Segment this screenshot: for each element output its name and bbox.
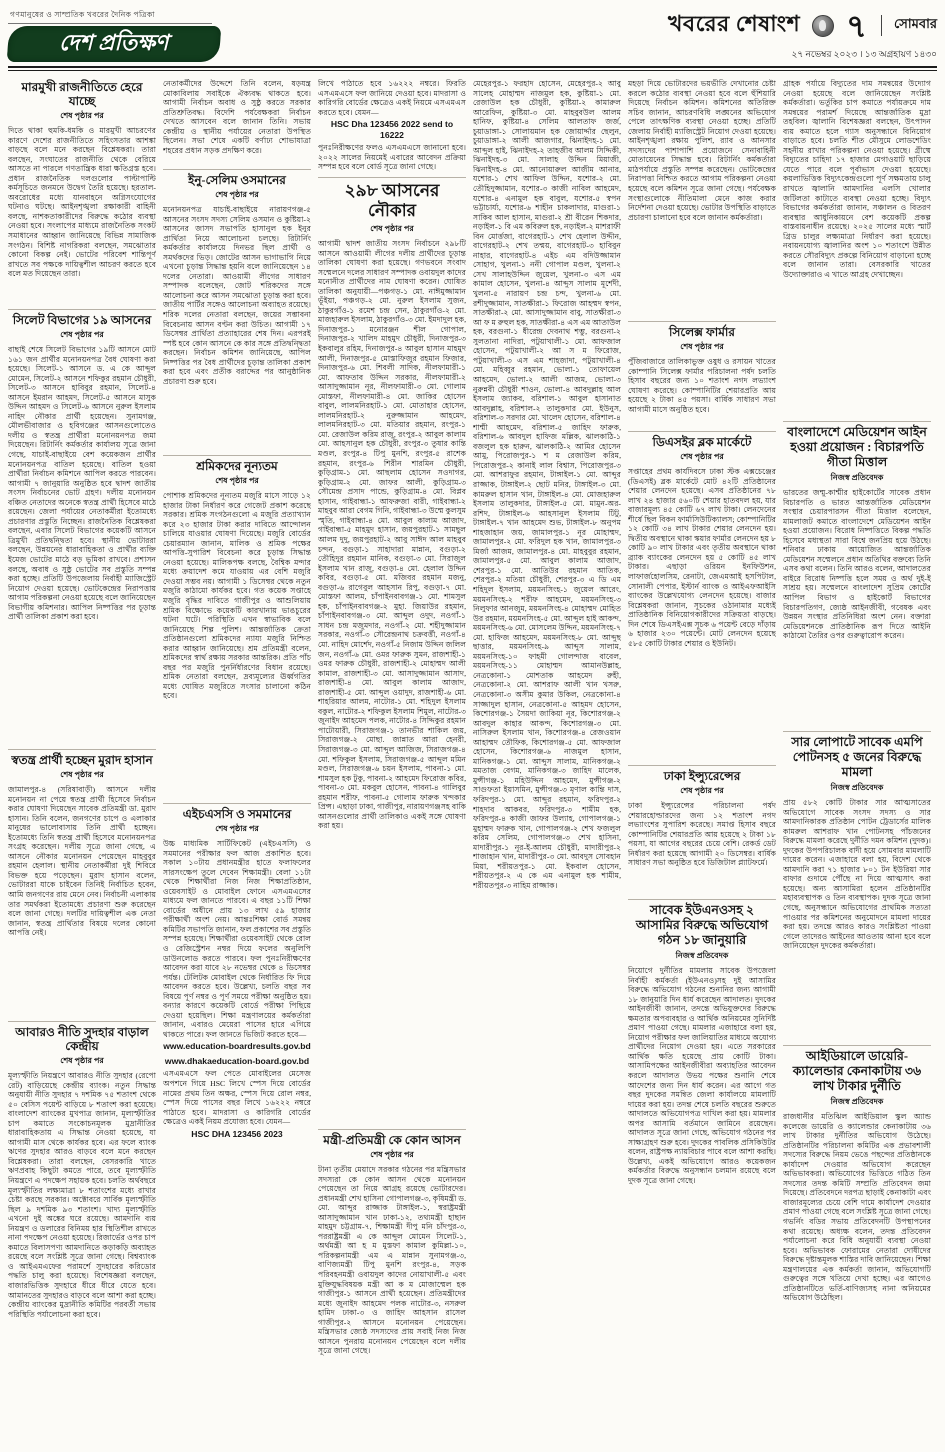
article-body: উচ্চ মাধ্যমিক সার্টিফিকেট (এইচএসসি) ও সমমানের পরীক্ষার ফল আজ প্রকাশিত হবে। সকাল ১০টায় প্রধানমন্ত্রীর হাতে ফলাফলের সারসংক্ষেপ তুলে দেবেন শিক্ষামন্ত্রী। বেলা ১১টা থেকে শিক্ষার্থীরা নিজ নিজ শিক্ষাপ্রতিষ্ঠান, ওয়েবসাইট ও মোবাইল ফোনে এসএমএসের মাধ্যমে ফল জানতে পারবে। এ বছর ১১টি শিক্ষা বোর্ডের অধীনে প্রায় ১৩ লাখ ৫৯ হাজার পরীক্ষার্থী অংশ নেয়। আন্তঃশিক্ষা বোর্ড সমন্বয় কমিটির সভাপতি জানান, ফল প্রকাশের সব প্রস্তুতি সম্পন্ন হয়েছে। শিক্ষার্থীরা ওয়েবসাইট থেকে রোল ও রেজিস্ট্রেশন নম্বর দিয়ে ফলের অনুলিপি ডাউনলোড করতে পারবে। ফল পুনঃনিরীক্ষণের আবেদন করা যাবে ২৮ নভেম্বর থেকে ৪ ডিসেম্বর পর্যন্ত। টেলিটক মোবাইল থেকে নির্ধারিত ফি দিয়ে আবেদন করতে হবে। উল্লেখ্য, চলতি বছর সব বিষয়ে পূর্ণ নম্বর ও পূর্ণ সময়ে পরীক্ষা অনুষ্ঠিত হয়। বন্যার কারণে কয়েকটি বোর্ডে পরীক্ষা পিছিয়ে দেওয়া হয়েছিল। শিক্ষা মন্ত্রণালয়ের কর্মকর্তারা জানান, এবারও মেয়েরা পাসের হারে এগিয়ে থাকতে পারে। ফল জানতে ভিজিট করতে হবে— <box>163 839 311 1039</box>
article-candidate-list-continued <box>473 77 621 1445</box>
continued-from-label: শেষ পৃষ্ঠার পর <box>60 770 104 779</box>
continued-from-label: শেষ পৃষ্ঠার পর <box>215 476 259 485</box>
date-line: ২৭ নভেম্বর ২০২৩ । ১৩ অগ্রহায়ণ ১৪৩০ <box>791 49 937 59</box>
article-sylhet-19-ason <box>8 309 156 749</box>
article-mediation-law <box>783 421 931 731</box>
article-ministers-seats <box>318 1129 466 1445</box>
article-continuation-sms <box>318 77 466 177</box>
article-body: লিখে পাঠাতে হবে ১৬২২২ নম্বরে। ফিরতি এসএমএসে ফল জানিয়ে দেওয়া হবে। মাদরাসা ও কারিগরি বোর্ডের ক্ষেত্রেও একই নিয়মে এসএমএস করতে হবে। যেমন— <box>318 79 466 117</box>
continued-from-label: শেষ পৃষ্ঠার পর <box>680 452 724 461</box>
article-marmukhi-rajniti <box>8 77 156 309</box>
page-number: ৭ <box>846 7 867 44</box>
article-headline: শ্রমিকদের নূন্যতম <box>196 459 278 473</box>
article-fertilizer-case <box>783 731 931 1045</box>
reporter-byline: নিজস্ব প্রতিবেদক <box>830 1097 884 1106</box>
article-body: মূল্যস্ফীতি নিয়ন্ত্রণে আবারও নীতি সুদহার (রেপো রেট) বাড়িয়েছে কেন্দ্রীয় ব্যাংক। নতুন সিদ্ধান্ত অনুযায়ী নীতি সুদহার ৭ দশমিক ৭৫ শতাংশ থেকে ৫০ বেসিস পয়েন্ট বাড়িয়ে ৮ শতাংশ করা হয়েছে। বাংলাদেশ ব্যাংকের মুখপাত্র জানান, মূল্যস্ফীতির চাপ কমাতে সংকোচনমূলক মুদ্রানীতির ধারাবাহিকতায় এ সিদ্ধান্ত নেওয়া হয়েছে, যা আগামী মাস থেকে কার্যকর হবে। এর ফলে ব্যাংক ঋণের সুদহার আরও বাড়বে বলে মনে করছেন বিশ্লেষকরা। তারা বলছেন, বেসরকারি খাতে ঋণপ্রবাহ কিছুটা কমতে পারে, তবে মূল্যস্ফীতি নিয়ন্ত্রণে এ পদক্ষেপ সহায়ক হবে। চলতি অর্থবছরে মূল্যস্ফীতির লক্ষ্যমাত্রা ৮ শতাংশের মধ্যে রাখার চেষ্টা করছে সরকার। অক্টোবরে সার্বিক মূল্যস্ফীতি ছিল ৯ দশমিক ৯৩ শতাংশ। খাদ্য মূল্যস্ফীতি এখনো দুই অঙ্কের ঘরে রয়েছে। আমদানি ব্যয় নিয়ন্ত্রণ ও ডলারের বিনিময় হার স্থিতিশীল রাখতে নানা পদক্ষেপ নেওয়া হয়েছে। রিজার্ভের ওপর চাপ কমাতে বিলাসপণ্য আমদানিতে কড়াকড়ি অব্যাহত রয়েছে বলে সংশ্লিষ্ট সূত্রে জানা গেছে। বিশ্বব্যাংক ও আইএমএফের পরামর্শে সুদহারের করিডোর পদ্ধতি চালু করা হয়েছে। বিশেষজ্ঞরা বলছেন, বাজারভিত্তিক সুদহারে ধীরে ধীরে যেতে হবে। আমানতের সুদহারও বাড়বে বলে আশা করা হচ্ছে। কেন্দ্রীয় ব্যাংকের মুদ্রানীতি কমিটির পরবর্তী সভায় পরিস্থিতি পর্যালোচনা করা হবে। <box>8 1071 156 1319</box>
article-headline: আবারও নীতি সুদহার বাড়াল কেন্দ্রীয় <box>15 1025 149 1053</box>
article-headline: ঢাকা ইন্স্যুরেন্সের <box>663 769 741 783</box>
article-body: গ্রাহক পর্যায়ে বিদ্যুতের দাম সমন্বয়ের উদ্যোগ নেওয়া হয়েছে বলে জানিয়েছেন সংশ্লিষ্ট কর্মকর্তারা। ভর্তুকির চাপ কমাতে পর্যায়ক্রমে দাম সমন্বয়ের পরামর্শ দিয়েছে আন্তর্জাতিক মুদ্রা তহবিল। জ্বালানি বিশেষজ্ঞরা বলছেন, উৎপাদন ব্যয় কমাতে হলে গ্যাস অনুসন্ধানে বিনিয়োগ বাড়াতে হবে। চলতি শীত মৌসুমে লোডশেডিং সহনীয় রাখার পরিকল্পনা নেওয়া হয়েছে। গ্রীষ্মে বিদ্যুতের চাহিদা ১৭ হাজার মেগাওয়াট ছাড়িয়ে যেতে পারে বলে পূর্বাভাস দেওয়া হয়েছে। কয়লাভিত্তিক বিদ্যুৎকেন্দ্রগুলো পূর্ণ সক্ষমতায় চালু রাখতে জ্বালানি আমদানির এলসি খোলার জটিলতা কাটাতে ব্যবস্থা নেওয়া হচ্ছে। বিদ্যুৎ বিভাগের কর্মকর্তারা জানান, সঞ্চালন ও বিতরণ ব্যবস্থার আধুনিকায়নে বেশ কয়েকটি প্রকল্প বাস্তবায়নাধীন রয়েছে। ২০২৫ সালের মধ্যে স্মার্ট গ্রিড চালুর লক্ষ্যমাত্রা নির্ধারণ করা হয়েছে। নবায়নযোগ্য জ্বালানির অংশ ১০ শতাংশে উন্নীত করতে সৌরবিদ্যুৎ প্রকল্পে বিনিয়োগ বাড়ানো হচ্ছে বলে জানান তারা। বেসরকারি খাতের উদ্যোক্তারাও এ খাতে আগ্রহ দেখাচ্ছেন। <box>783 79 931 279</box>
article-body: আগামী দ্বাদশ জাতীয় সংসদ নির্বাচনে ২৯৮টি আসনে আওয়ামী লীগের দলীয় প্রার্থীদের চূড়ান্ত তালিকা ঘোষণা করা হয়েছে। গণভবনে সংবাদ সম্মেলনে দলের সাধারণ সম্পাদক ওবায়দুল কাদের মনোনীত প্রার্থীদের নাম ঘোষণা করেন। ঘোষিত তালিকা অনুযায়ী—পঞ্চগড়-১ মো. নাঈমুজ্জামান ভূঁইয়া, পঞ্চগড়-২ মো. নুরুল ইসলাম সুজন, ঠাকুরগাঁও-১ রমেশ চন্দ্র সেন, ঠাকুরগাঁও-২ মো. মাজহারুল ইসলাম, ঠাকুরগাঁও-৩ মো. ইমদাদুল হক, দিনাজপুর-১ মনোরঞ্জন শীল গোপাল, দিনাজপুর-২ খালিদ মাহমুদ চৌধুরী, দিনাজপুর-৩ ইকবালুর রহিম, দিনাজপুর-৪ আবুল হাসান মাহমুদ আলী, দিনাজপুর-৫ মোস্তাফিজুর রহমান ফিজার, দিনাজপুর-৬ মো. শিবলী সাদিক, নীলফামারী-১ মো. আফতাব উদ্দিন সরকার, নীলফামারী-২ আসাদুজ্জামান নূর, নীলফামারী-৩ মো. গোলাম মোস্তফা, নীলফামারী-৪ মো. জাকির হোসেন বাবুল, লালমনিরহাট-১ মো. মোতাহার হোসেন, লালমনিরহাট-২ নুরুজ্জামান আহমেদ, লালমনিরহাট-৩ মো. মতিয়ার রহমান, রংপুর-১ মো. রেজাউল করিম রাজু, রংপুর-২ আবুল কালাম মো. আহসানুল হক চৌধুরী, রংপুর-৩ তুষার কান্তি মণ্ডল, রংপুর-৪ টিপু মুনশি, রংপুর-৫ রাশেক রহমান, রংপুর-৬ শিরীন শারমিন চৌধুরী, কুড়িগ্রাম-১ মো. আছলাম হোসেন সওদাগর, কুড়িগ্রাম-২ মো. জাফর আলী, কুড়িগ্রাম-৩ সৌমেন্দ্র প্রসাদ পান্ডে, কুড়িগ্রাম-৪ মো. বিপ্লব হাসান, গাইবান্ধা-১ আফরুজা বারী, গাইবান্ধা-২ মাহবুব আরা বেগম গিনি, গাইবান্ধা-৩ উম্মে কুলসুম স্মৃতি, গাইবান্ধা-৪ মো. আবুল কালাম আজাদ, গাইবান্ধা-৫ মাহমুদ হাসান, জয়পুরহাট-১ সামছুল আলম দুদু, জয়পুরহাট-২ আবু সাঈদ আল মাহবুব চন্দন, বগুড়া-১ সাহাদারা মান্নান, বগুড়া-২ তৌহিদুর রহমান মানিক, বগুড়া-৩ মো. সিরাজুল ইসলাম খান রাজু, বগুড়া-৪ মো. হেলাল উদ্দিন কবির, বগুড়া-৫ মো. মজিবর রহমান মজনু, বগুড়া-৬ রাগেবুল আহসান রিপু, বগুড়া-৭ মো. মোস্তফা আলম, চাঁপাইনবাবগঞ্জ-১ মো. শামসুল হক, চাঁপাইনবাবগঞ্জ-২ মুহা. জিয়াউর রহমান, চাঁপাইনবাবগঞ্জ-৩ মো. আব্দুল ওদুদ, নওগাঁ-১ সাধন চন্দ্র মজুমদার, নওগাঁ-২ মো. শহীদুজ্জামান সরকার, নওগাঁ-৩ সৌরেন্দ্রনাথ চক্রবর্ত্তী, নওগাঁ-৪ মো. নাহিদ মোর্শেদ, নওগাঁ-৫ নিজাম উদ্দিন জলিল জন, নওগাঁ-৬ মো. ওমর ফারুক সুমন, রাজশাহী-১ ওমর ফারুক চৌধুরী, রাজশাহী-২ মোহাম্মদ আলী কামাল, রাজশাহী-৩ মো. আসাদুজ্জামান আসাদ, রাজশাহী-৪ মো. আবুল কালাম আজাদ, রাজশাহী-৫ মো. আব্দুল ওয়াদুদ, রাজশাহী-৬ মো. শাহরিয়ার আলম, নাটোর-১ মো. শহিদুল ইসলাম বকুল, নাটোর-২ শফিকুল ইসলাম শিমুল, নাটোর-৩ জুনাইদ আহমেদ পলক, নাটোর-৪ সিদ্দিকুর রহমান পাটোয়ারী, সিরাজগঞ্জ-১ তানভীর শাকিল জয়, সিরাজগঞ্জ-২ মোছা. জান্নাত আরা হেনরী, সিরাজগঞ্জ-৩ মো. আব্দুল আজিজ, সিরাজগঞ্জ-৪ মো. শফিকুল ইসলাম, সিরাজগঞ্জ-৫ আব্দুল মমিন মণ্ডল, সিরাজগঞ্জ-৬ চয়ন ইসলাম, পাবনা-১ মো. শামসুল হক টুকু, পাবনা-২ আহমেদ ফিরোজ কবির, পাবনা-৩ মো. মকবুল হোসেন, পাবনা-৪ গালিবুর রহমান শরীফ, পাবনা-৫ গোলাম ফারুক খন্দকার প্রিন্স। এছাড়া ঢাকা, গাজীপুর, নারায়ণগঞ্জসহ বাকি আসনগুলোর প্রার্থী তালিকাও একই সঙ্গে ঘোষণা করা হয়। <box>318 239 466 831</box>
article-body: জামালপুর-৪ (সরিষাবাড়ী) আসনে দলীয় মনোনয়ন না পেয়ে স্বতন্ত্র প্রার্থী হিসেবে নির্বাচন করার ঘোষণা দিয়েছেন সাবেক প্রতিমন্ত্রী ডা. মুরাদ হাসান। তিনি বলেন, জনগণের চাপে ও এলাকার মানুষের ভালোবাসায় তিনি প্রার্থী হচ্ছেন। ইতোমধ্যে তিনি স্বতন্ত্র প্রার্থী হিসেবে মনোনয়নপত্র সংগ্রহ করেছেন। দলীয় সূত্রে জানা গেছে, এ আসনে নৌকার মনোনয়ন পেয়েছেন মাহবুবুর রহমান হেলাল। স্থানীয় নেতাকর্মীরা দুই শিবিরে বিভক্ত হয়ে পড়েছেন। মুরাদ হাসান বলেন, ভোটাররা যাকে চাইবেন তিনিই নির্বাচিত হবেন, আমি জনগণের রায় মেনে নেব। নির্বাচনী এলাকায় তার সমর্থকরা ইতোমধ্যে প্রচারণা শুরু করেছেন বলে জানা গেছে। দলটির দায়িত্বশীল এক নেতা জানান, স্বতন্ত্র প্রার্থিতার বিষয়ে দলের কোনো আপত্তি নেই। <box>8 785 156 938</box>
paper-logo <box>7 26 222 62</box>
continued-from-label: শেষ পৃষ্ঠার পর <box>60 111 104 120</box>
article-298-ason-nouka <box>318 177 466 1129</box>
article-headline: মারমুখী রাজনীতিতে হেরে যাচ্ছে <box>21 80 143 108</box>
article-murad-hasan <box>8 749 156 1021</box>
continued-from-label: শেষ পৃষ্ঠার পর <box>60 1056 104 1065</box>
header-rule <box>8 66 937 71</box>
continued-from-label: শেষ পৃষ্ঠার পর <box>680 786 724 795</box>
article-headline: সিলেক্স ফার্মার <box>669 325 735 339</box>
article-policy-rate <box>8 1021 156 1445</box>
masthead-left <box>8 10 220 62</box>
article-body: দিতে থাকা হুমকি-ধমকি ও মারমুখী আচরণের কারণে দেশের রাজনীতিতে সহিংসতার আশঙ্কা বাড়ছে বলে মনে করছেন বিশ্লেষকরা। তারা বলছেন, সংঘাতের রাজনীতি থেকে বেরিয়ে আসতে না পারলে গণতান্ত্রিক ধারা ক্ষতিগ্রস্ত হবে। প্রধান রাজনৈতিক দলগুলোর পাল্টাপাল্টি কর্মসূচিতে জনমনে উদ্বেগ তৈরি হয়েছে। হরতাল-অবরোধের মধ্যে যানবাহনে অগ্নিসংযোগের ঘটনাও ঘটছে। আইনশৃঙ্খলা রক্ষাকারী বাহিনী বলছে, নাশকতাকারীদের বিরুদ্ধে কঠোর ব্যবস্থা নেওয়া হবে। সংলাপের মাধ্যমে রাজনৈতিক সংকট সমাধানের আহ্বান জানিয়েছে বিভিন্ন সামাজিক সংগঠন। বিশিষ্ট নাগরিকরা বলছেন, সমঝোতার কোনো বিকল্প নেই। ভোটের পরিবেশ শান্তিপূর্ণ রাখতে সব পক্ষকে দায়িত্বশীল আচরণ করতে হবে বলে মত দিয়েছেন তারা। <box>8 126 156 279</box>
paper-logo-text: দেশ প্রতিক্ষণ <box>59 29 169 55</box>
continued-from-label: শেষ পৃষ্ঠার পর <box>60 330 104 339</box>
article-headline: এইচএসসি ও সমমানের <box>182 807 292 821</box>
masthead-right <box>668 7 937 62</box>
sms-format-code: HSC Dha 123456 2022 send to 16222 <box>330 119 454 141</box>
article-ideal-school-corruption <box>783 1045 931 1445</box>
weekday-label: সোমবার <box>881 15 937 36</box>
continued-from-label: শেষ পৃষ্ঠার পর <box>215 190 259 199</box>
article-continuation-power <box>783 77 931 421</box>
column-2 <box>163 77 311 1445</box>
article-headline: ডিএসইর ব্লক মার্কেটে <box>652 435 752 449</box>
article-headline: ২৯৮ আসনের নৌকার <box>344 181 440 220</box>
continued-from-label: শেষ পৃষ্ঠার পর <box>370 1150 414 1159</box>
article-headline: সিলেট বিভাগের ১৯ আসনের <box>12 313 152 327</box>
article-body: টানা তৃতীয় মেয়াদে সরকার গঠনের পর মন্ত্রিসভার সদস্যরা কে কোন আসন থেকে মনোনয়ন পেয়েছেন তা নিয়ে আগ্রহ রয়েছে ভোটারদের। প্রধানমন্ত্রী শেখ হাসিনা গোপালগঞ্জ-৩, কৃষিমন্ত্রী ড. মো. আব্দুর রাজ্জাক টাঙ্গাইল-১, স্বরাষ্ট্রমন্ত্রী আসাদুজ্জামান খান ঢাকা-১২, তথ্যমন্ত্রী হাছান মাহমুদ চট্টগ্রাম-৭, শিক্ষামন্ত্রী দীপু মনি চাঁদপুর-৩, পররাষ্ট্রমন্ত্রী এ কে আব্দুল মোমেন সিলেট-১, অর্থমন্ত্রী আ হ ম মুস্তফা কামাল কুমিল্লা-১০, পরিকল্পনামন্ত্রী এম এ মান্নান সুনামগঞ্জ-৩, বাণিজ্যমন্ত্রী টিপু মুনশি রংপুর-৪, সড়ক পরিবহনমন্ত্রী ওবায়দুল কাদের নোয়াখালী-৫ এবং মুক্তিযুদ্ধবিষয়ক মন্ত্রী আ ক ম মোজাম্মেল হক গাজীপুর-১ আসনে প্রার্থী হয়েছেন। প্রতিমন্ত্রীদের মধ্যে জুনাইদ আহমেদ পলক নাটোর-৩, নসরুল হামিদ ঢাকা-৩ ও জাহিদ আহসান রাসেল গাজীপুর-২ আসনে মনোনয়ন পেয়েছেন। মন্ত্রিসভার জ্যেষ্ঠ সদস্যদের প্রায় সবাই নিজ নিজ আসনে পুনরায় মনোনয়ন পেয়েছেন বলে দলীয় সূত্রে জানা গেছে। <box>318 1165 466 1356</box>
article-headline: বাংলাদেশে মেডিয়েশন আইন হওয়া প্রয়োজন : বিচারপতি গীতা মিত্তাল <box>787 425 927 469</box>
article-headline: মন্ত্রী-প্রতিমন্ত্রী কে কোন আসন <box>323 1133 461 1147</box>
article-body: রাজধানীর মতিঝিল আইডিয়াল স্কুল অ্যান্ড কলেজে ডায়েরি ও ক্যালেন্ডার কেনাকাটায় ৩৬ লাখ টাকার দুর্নীতির অভিযোগ উঠেছে। প্রতিষ্ঠানটির পরিচালনা কমিটির এক প্রভাবশালী সদস্যের বিরুদ্ধে নিয়ম ভেঙে পছন্দের প্রতিষ্ঠানকে কার্যাদেশ দেওয়ার অভিযোগ করেছেন অভিভাবকরা। অভিযোগের ভিত্তিতে গঠিত তিন সদস্যের তদন্ত কমিটি সম্প্রতি প্রতিবেদন জমা দিয়েছে। প্রতিবেদনে দরপত্র ছাড়াই কেনাকাটা এবং বাজারমূল্যের চেয়ে বেশি দামে কার্যাদেশ দেওয়ার প্রমাণ পাওয়া গেছে বলে সংশ্লিষ্ট সূত্রে জানা গেছে। গভর্নিং বডির সভায় প্রতিবেদনটি উপস্থাপনের কথা রয়েছে। অধ্যক্ষ বলেন, তদন্ত প্রতিবেদন পর্যালোচনা করে বিধি অনুযায়ী ব্যবস্থা নেওয়া হবে। অভিভাবক ফোরামের নেতারা দোষীদের বিরুদ্ধে দৃষ্টান্তমূলক শাস্তির দাবি জানিয়েছেন। শিক্ষা মন্ত্রণালয়ের এক কর্মকর্তা জানান, অভিযোগটি গুরুত্বের সঙ্গে খতিয়ে দেখা হচ্ছে। এর আগেও প্রতিষ্ঠানটিতে ভর্তি-বাণিজ্যসহ নানা অনিয়মের অভিযোগ উঠেছিল। <box>783 1112 931 1303</box>
continued-from-label: শেষ পৃষ্ঠার পর <box>370 224 414 233</box>
article-body-continued: পুনঃনিরীক্ষণের ফলও এসএমএসে জানানো হবে। ২০২২ সালের নিয়মেই এবারের আবেদন প্রক্রিয়া সম্পন্ন হবে বলে বোর্ড সূত্রে জানা গেছে। <box>318 143 466 172</box>
article-body: ভারতের জম্মু-কাশ্মীর হাইকোর্টের সাবেক প্রধান বিচারপতি ও ভারত আন্তর্জাতিক মেডিয়েশন সংস্থার চেয়ারপারসন গীতা মিত্তাল বলেছেন, মামলাজট কমাতে বাংলাদেশে মেডিয়েশন আইন হওয়া প্রয়োজন। বিরোধ নিষ্পত্তিতে বিকল্প পদ্ধতি হিসেবে মধ্যস্থতা সারা বিশ্বে জনপ্রিয় হয়ে উঠছে। শনিবার ঢাকায় আয়োজিত আন্তর্জাতিক মেডিয়েশন সম্মেলনে প্রধান অতিথির বক্তব্যে তিনি এসব কথা বলেন। তিনি আরও বলেন, আদালতের বাইরে বিরোধ নিষ্পত্তি হলে সময় ও অর্থ দুই-ই সাশ্রয় হয়। সম্মেলনে বাংলাদেশ সুপ্রিম কোর্টের আপিল বিভাগ ও হাইকোর্ট বিভাগের বিচারপতিগণ, জ্যেষ্ঠ আইনজীবী, গবেষক এবং উন্নয়ন সংস্থার প্রতিনিধিরা অংশ নেন। বক্তারা মেডিয়েশনকে প্রাতিষ্ঠানিক রূপ দিতে আইনি কাঠামো তৈরির ওপর গুরুত্বারোপ করেন। <box>783 488 931 641</box>
article-body-continued: এসএমএসে ফল পেতে মোবাইলের মেসেজ অপশনে গিয়ে HSC লিখে স্পেস দিয়ে বোর্ডের নামের প্রথম তিন অক্ষর, স্পেস দিয়ে রোল নম্বর, স্পেস দিয়ে পাসের বছর লিখে ১৬২২২ নম্বরে পাঠাতে হবে। মাদরাসা ও কারিগরি বোর্ডের ক্ষেত্রেও একই নিয়ম প্রযোজ্য হবে। যেমন— <box>163 1069 311 1127</box>
sms-format-code: HSC DHA 123456 2023 <box>191 1128 283 1139</box>
article-body: মহড়া দিয়ে ভোটারদের ভয়ভীতি দেখানোর চেষ্টা করলে কঠোর ব্যবস্থা নেওয়া হবে বলে হুঁশিয়ারি দিয়েছে নির্বাচন কমিশন। কমিশনের অতিরিক্ত সচিব জানান, আচরণবিধি লঙ্ঘনের অভিযোগ পেলে তাৎক্ষণিক ব্যবস্থা নেওয়া হচ্ছে। প্রতিটি জেলায় নির্বাহী ম্যাজিস্ট্রেট নিয়োগ দেওয়া হয়েছে। আইনশৃঙ্খলা রক্ষায় পুলিশ, র‌্যাব ও আনসার সদস্যদের পাশাপাশি প্রয়োজনে সেনাবাহিনী মোতায়েনের সিদ্ধান্ত হবে। রিটার্নিং কর্মকর্তারা মাঠপর্যায়ে প্রস্তুতি সম্পন্ন করেছেন। ভোটকেন্দ্রের নিরাপত্তা নিশ্চিত করতে আগাম পরিকল্পনা নেওয়া হয়েছে বলে কমিশন সূত্রে জানা গেছে। পর্যবেক্ষক সংস্থাগুলোকে নীতিমালা মেনে কাজ করার নির্দেশনা দেওয়া হয়েছে। ভোটার উপস্থিতি বাড়াতে প্রচারণা চালানো হবে বলে জানান কর্মকর্তারা। <box>628 79 776 222</box>
article-headline: স্বতন্ত্র প্রার্থী হচ্ছেন মুরাদ হাসান <box>11 753 153 767</box>
article-body: বাছাই শেষে সিলেট বিভাগের ১৯টি আসনে মোট ১৬১ জন প্রার্থীর মনোনয়নপত্র বৈধ ঘোষণা করা হয়েছে। সিলেট-১ আসনে ড. এ কে আব্দুল মোমেন, সিলেট-২ আসনে শফিকুর রহমান চৌধুরী, সিলেট-৩ আসনে হাবিবুর রহমান, সিলেট-৪ আসনে ইমরান আহমদ, সিলেট-৫ আসনে মাসুক উদ্দিন আহমদ ও সিলেট-৬ আসনে নুরুল ইসলাম নাহিদ নৌকার প্রার্থী হয়েছেন। সুনামগঞ্জ, মৌলভীবাজার ও হবিগঞ্জের আসনগুলোতেও দলীয় ও স্বতন্ত্র প্রার্থীরা মনোনয়নপত্র জমা দিয়েছেন। রিটার্নিং কর্মকর্তার কার্যালয় সূত্রে জানা গেছে, যাচাই-বাছাইয়ে বেশ কয়েকজন প্রার্থীর মনোনয়নপত্র বাতিল হয়েছে। বাতিল হওয়া প্রার্থীরা নির্বাচন কমিশনে আপিল করতে পারবেন। আগামী ৭ জানুয়ারি অনুষ্ঠিত হবে দ্বাদশ জাতীয় সংসদ নির্বাচনের ভোট গ্রহণ। দলীয় মনোনয়ন বঞ্চিত নেতাদের অনেকে স্বতন্ত্র প্রার্থী হিসেবে মাঠে রয়েছেন। জেলা পর্যায়ের নেতাকর্মীরা ইতোমধ্যে প্রচারণার প্রস্তুতি নিচ্ছেন। রাজনৈতিক বিশ্লেষকরা বলছেন, এবার সিলেট বিভাগের কয়েকটি আসনে ত্রিমুখী প্রতিদ্বন্দ্বিতা হবে। স্থানীয় ভোটাররা বলছেন, উন্নয়নের ধারাবাহিকতা ও প্রার্থীর ব্যক্তি ইমেজ ভোটের মাঠে বড় ভূমিকা রাখবে। প্রশাসন বলছে, অবাধ ও সুষ্ঠু ভোটের সব প্রস্তুতি সম্পন্ন করা হচ্ছে। প্রতিটি উপজেলায় নির্বাহী ম্যাজিস্ট্রেট নিয়োগ দেওয়া হয়েছে। ভোটকেন্দ্রের নিরাপত্তায় আগাম পরিকল্পনা নেওয়া হয়েছে বলে জানিয়েছেন বিভাগীয় কমিশনার। আপিল নিষ্পত্তির পর চূড়ান্ত প্রার্থী তালিকা প্রকাশ করা হবে। <box>8 345 156 622</box>
section-title: খবরের শেষাংশ <box>667 11 801 36</box>
article-headline: সার লোপাটে সাবেক এমপি পোটনসহ ৫ জনের বিরুদ্ধে মামলা <box>791 735 923 779</box>
column-6 <box>783 77 931 1445</box>
reporter-byline: নিজস্ব প্রতিবেদক <box>675 951 729 960</box>
board-website-url: www.dhakaeducation-board.gov.bd <box>164 1056 310 1067</box>
article-headline: সাবেক ইউএনওসহ ২ আসামির বিরুদ্ধে অভিযোগ গঠন ১৮ জানুয়ারি <box>635 903 769 947</box>
article-minimum-wage <box>163 455 311 803</box>
column-1 <box>8 77 156 1445</box>
newspaper-emblem-icon <box>812 15 834 37</box>
article-dhaka-insurance <box>628 765 776 899</box>
article-body: সপ্তাহের প্রথম কার্যদিবসে ঢাকা স্টক এক্সচেঞ্জের (ডিএসই) ব্লক মার্কেটে মোট ৪২টি প্রতিষ্ঠানের শেয়ার লেনদেন হয়েছে। এসব প্রতিষ্ঠানের ৭৮ লাখ ২৪ হাজার ৫৬০টি শেয়ার হাতবদল হয়, যার বাজারমূল্য ৪৫ কোটি ৬৭ লাখ টাকা। লেনদেনের শীর্ষে ছিল বিকন ফার্মাসিউটিক্যালস; কোম্পানিটির ১২ কোটি ৩৪ লাখ টাকার শেয়ার লেনদেন হয়। দ্বিতীয় অবস্থানে থাকা স্কয়ার ফার্মার লেনদেন হয় ৮ কোটি ৯০ লাখ টাকার এবং তৃতীয় অবস্থানে থাকা ব্র্যাক ব্যাংকের লেনদেন হয় ৫ কোটি ৪৫ লাখ টাকার। এছাড়া ওরিয়ন ইনফিউশন, লাফার্জহোলসিম, রেনাটা, জেএমআই হসপিটাল, সোনালী পেপার, ইস্টার্ন ব্যাংক ও আইএফআইসি ব্যাংকের উল্লেখযোগ্য লেনদেন হয়েছে। বাজার বিশ্লেষকরা জানান, সূচকের ওঠানামার মধ্যেই প্রাতিষ্ঠানিক বিনিয়োগকারীদের সক্রিয়তা বাড়ছে। দিন শেষে ডিএসইএক্স সূচক ৬ পয়েন্ট বেড়ে দাঁড়ায় ৬ হাজার ২৩০ পয়েন্টে। মোট লেনদেন হয়েছে ৫৮৫ কোটি টাকার শেয়ার ও ইউনিট। <box>628 467 776 648</box>
article-hsc-results <box>163 803 311 1445</box>
article-headline: আইডিয়ালে ডায়েরি-ক্যালেন্ডার কেনাকাটায় ৩৬ লাখ টাকার দুর্নীতি <box>792 1049 922 1093</box>
article-continuation <box>163 77 311 169</box>
article-body: পোশাক শ্রমিকদের নূন্যতম মজুরি মাসে সাড়ে ১২ হাজার টাকা নির্ধারণ করে গেজেট প্রকাশ করেছে সরকার। শ্রমিক সংগঠনগুলো এ মজুরি প্রত্যাখ্যান করে ২৩ হাজার টাকা করার দাবিতে আন্দোলন চালিয়ে যাওয়ার ঘোষণা দিয়েছে। মজুরি বোর্ডের চেয়ারম্যান জানান, মালিক ও শ্রমিক পক্ষের আপত্তি-সুপারিশ বিবেচনা করে চূড়ান্ত সিদ্ধান্ত নেওয়া হয়েছে। মালিকপক্ষ বলছে, বৈশ্বিক মন্দার মধ্যে ক্রয়াদেশ কমে যাওয়ায় এর বেশি মজুরি দেওয়া সম্ভব নয়। আগামী ১ ডিসেম্বর থেকে নতুন মজুরি কাঠামো কার্যকর হবে। গত কয়েক সপ্তাহে মজুরি বৃদ্ধির দাবিতে গাজীপুর ও আশুলিয়ায় শ্রমিক বিক্ষোভে কয়েকটি কারখানায় ভাঙচুরের ঘটনা ঘটে। পরিস্থিতি এখন স্বাভাবিক বলে জানিয়েছে শিল্প পুলিশ। আন্তর্জাতিক ক্রেতা প্রতিষ্ঠানগুলো শ্রমিকদের ন্যায্য মজুরি নিশ্চিত করার আহ্বান জানিয়েছে। শ্রম প্রতিমন্ত্রী বলেন, শ্রমিকদের স্বার্থ রক্ষায় সরকার আন্তরিক। প্রতি পাঁচ বছর পর মজুরি পুনর্নির্ধারণের বিধান রয়েছে। শ্রমিক নেতারা বলছেন, দ্রব্যমূল্যের ঊর্ধ্বগতির মধ্যে ঘোষিত মজুরিতে সংসার চালানো কঠিন হবে। <box>163 491 311 701</box>
result-website-url: www.education-boardresults.gov.bd <box>163 1041 311 1052</box>
article-silex-pharma <box>628 321 776 431</box>
article-body: প্রায় ৫৮২ কোটি টাকার সার আত্মসাতের অভিযোগে সাবেক সংসদ সদস্য ও সার আমদানিকারক প্রতিষ্ঠান পোটন ট্রেডার্সের মালিক কামরুল আশরাফ খান পোটনসহ পাঁচজনের বিরুদ্ধে মামলা করেছে দুর্নীতি দমন কমিশন (দুদক)। দুদকের উপপরিচালক বাদী হয়ে সোমবার মামলাটি দায়ের করেন। এজাহারে বলা হয়, বিদেশ থেকে আমদানি করা ৭১ হাজার ৮০১ টন ইউরিয়া সার বাফার গুদামে পৌঁছে না দিয়ে আত্মসাৎ করা হয়েছে। অন্য আসামিরা হলেন প্রতিষ্ঠানটির মহাব্যবস্থাপক ও তিন ব্যবস্থাপক। দুদক সূত্রে জানা গেছে, অনুসন্ধানে অভিযোগের প্রাথমিক সত্যতা পাওয়ার পর কমিশনের অনুমোদনে মামলা দায়ের করা হয়। তদন্তে আরও কারও সংশ্লিষ্টতা পাওয়া গেলে তাদেরও আইনের আওতায় আনা হবে বলে জানিয়েছেন দুদকের কর্মকর্তারা। <box>783 798 931 951</box>
continued-from-label: শেষ পৃষ্ঠার পর <box>680 342 724 351</box>
article-body: ঢাকা ইন্স্যুরেন্সের পরিচালনা পর্ষদ শেয়ারহোল্ডারদের জন্য ১২ শতাংশ নগদ লভ্যাংশের সুপারিশ করেছে। সমাপ্ত হিসাব বছরে কোম্পানিটির শেয়ারপ্রতি আয় হয়েছে ২ টাকা ১৮ পয়সা, যা আগের বছরের চেয়ে বেশি। রেকর্ড ডেট নির্ধারণ করা হয়েছে আগামী ২০ ডিসেম্বর। বার্ষিক সাধারণ সভা অনুষ্ঠিত হবে ডিজিটাল প্ল্যাটফর্মে। <box>628 801 776 868</box>
article-body: নিয়োগে দুর্নীতির মামলায় সাবেক উপজেলা নির্বাহী কর্মকর্তা (ইউএনও)সহ দুই আসামির বিরুদ্ধে অভিযোগ গঠনের শুনানির জন্য আগামী ১৮ জানুয়ারি দিন ধার্য করেছেন আদালত। দুদকের আইনজীবী জানান, তদন্তে অভিযুক্তদের বিরুদ্ধে ক্ষমতার অপব্যবহার ও আর্থিক অনিয়মের সুনির্দিষ্ট প্রমাণ পাওয়া গেছে। মামলার এজাহারে বলা হয়, নিয়োগ পরীক্ষার ফল জালিয়াতির মাধ্যমে অযোগ্য প্রার্থীদের নিয়োগ দেওয়া হয়। এতে সরকারের আর্থিক ক্ষতি হয়েছে প্রায় কোটি টাকা। আসামিপক্ষের আইনজীবীরা অব্যাহতির আবেদন করলে আদালত উভয় পক্ষের শুনানি শেষে আদেশের জন্য দিন ধার্য করেন। এর আগে গত বছর দুদকের সমন্বিত জেলা কার্যালয়ে মামলাটি দায়ের করা হয়। তদন্ত শেষে চলতি বছরের শুরুতে আদালতে অভিযোগপত্র দাখিল করা হয়। মামলার অপর আসামি বর্তমানে জামিনে রয়েছেন। আদালত সূত্রে জানা গেছে, অভিযোগ গঠনের পর সাক্ষ্যগ্রহণ শুরু হবে। দুদকের পাবলিক প্রসিকিউটর বলেন, রাষ্ট্রপক্ষ ন্যায়বিচার পাবে বলে আশা করছি। উল্লেখ্য, একই অভিযোগে আরও কয়েকজন কর্মকর্তার বিরুদ্ধে অনুসন্ধান চলমান রয়েছে বলে দুদক সূত্রে জানা গেছে। <box>628 966 776 1186</box>
paper-tagline: গণমানুষের ও সাম্প্রতিক খবরের দৈনিক পত্রিকা <box>8 10 212 24</box>
masthead-row <box>668 7 937 44</box>
column-3 <box>318 77 466 1445</box>
article-body: মনোনয়নপত্র যাচাই-বাছাইয়ে নারায়ণগঞ্জ-৫ আসনের সংসদ সদস্য সেলিম ওসমান ও কুষ্টিয়া-২ আসনের জাসদ সভাপতি হাসানুল হক ইনুর প্রার্থিতা নিয়ে আলোচনা চলছে। রিটার্নিং কর্মকর্তার কার্যালয়ে দিনভর ছিল প্রার্থী ও সমর্থকদের ভিড়। জোটের আসন ভাগাভাগি নিয়ে এখনো চূড়ান্ত সিদ্ধান্ত হয়নি বলে জানিয়েছেন ১৪ দলের নেতারা। আওয়ামী লীগের সাধারণ সম্পাদক বলেছেন, জোট শরিকদের সঙ্গে আলোচনা করে আসন সমঝোতা চূড়ান্ত করা হবে। জাতীয় পার্টির সঙ্গেও আলোচনা অব্যাহত রয়েছে। শরিক দলের নেতারা বলছেন, জয়ের সম্ভাবনা বিবেচনায় আসন বণ্টন করা উচিত। আগামী ১৭ ডিসেম্বর প্রার্থিতা প্রত্যাহারের শেষ দিন। এরপরই স্পষ্ট হবে কোন আসনে কে কার সঙ্গে প্রতিদ্বন্দ্বিতা করছেন। নির্বাচন কমিশন জানিয়েছে, আপিল নিষ্পত্তির পর বৈধ প্রার্থীদের চূড়ান্ত তালিকা প্রকাশ করা হবে এবং প্রতীক বরাদ্দের পর আনুষ্ঠানিক প্রচারণা শুরু হবে। <box>163 205 311 386</box>
column-5 <box>628 77 776 1445</box>
article-continuation-ec <box>628 77 776 321</box>
article-uno-charge-framing <box>628 899 776 1445</box>
article-body: মেহেরপুর-১ ফরহাদ হোসেন, মেহেরপুর-২ আবু সালেহ মোহাম্মদ নাজমুল হক, কুষ্টিয়া-১ মো. রেজাউল হক চৌধুরী, কুষ্টিয়া-২ কামারুল আরেফিন, কুষ্টিয়া-৩ মো. মাহবুবউল আলম হানিফ, কুষ্টিয়া-৪ সেলিম আলতাফ জর্জ, চুয়াডাঙ্গা-১ সোলায়মান হক জোয়ার্দ্দার ছেলুন, চুয়াডাঙ্গা-২ আলী আজগার, ঝিনাইদহ-১ মো. আব্দুল হাই, ঝিনাইদহ-২ তাহজীব আলম সিদ্দিকী, ঝিনাইদহ-৩ মো. সালাহ উদ্দিন মিয়াজী, ঝিনাইদহ-৪ মো. আনোয়ারুল আজীম আনার, যশোর-১ শেখ আফিল উদ্দিন, যশোর-২ মো. তৌহিদুজ্জামান, যশোর-৩ কাজী নাবিল আহমেদ, যশোর-৪ এনামুল হক বাবুল, যশোর-৫ স্বপন ভট্টাচার্য্য, যশোর-৬ শাহীন চাকলাদার, মাগুরা-১ সাকিব আল হাসান, মাগুরা-২ শ্রী বীরেন শিকদার, নড়াইল-১ বি এম কবিরুল হক, নড়াইল-২ মাশরাফী বিন মোর্ত্তজা, বাগেরহাট-১ শেখ হেলাল উদ্দীন, বাগেরহাট-২ শেখ তন্ময়, বাগেরহাট-৩ হাবিবুন নাহার, বাগেরহাট-৪ এইচ এম বদিউজ্জামান সোহাগ, খুলনা-১ ননী গোপাল মণ্ডল, খুলনা-২ সেখ সালাহউদ্দিন জুয়েল, খুলনা-৩ এস এম কামাল হোসেন, খুলনা-৪ আব্দুস সালাম মূর্শেদী, খুলনা-৫ নারায়ণ চন্দ্র চন্দ, খুলনা-৬ মো. রশীদুজ্জামান, সাতক্ষীরা-১ ফিরোজ আহম্মদ স্বপন, সাতক্ষীরা-২ মো. আসাদুজ্জামান বাবু, সাতক্ষীরা-৩ আ ফ ম রুহুল হক, সাতক্ষীরা-৪ এস এম আতাউল হক, বরগুনা-১ ধীরেন্দ্র দেবনাথ শম্ভু, বরগুনা-২ সুলতানা নাদিরা, পটুয়াখালী-১ মো. আফজাল হোসেন, পটুয়াখালী-২ আ স ম ফিরোজ, পটুয়াখালী-৩ এস এম শাহজাদা, পটুয়াখালী-৪ মো. মহিব্বুর রহমান, ভোলা-১ তোফায়েল আহমেদ, ভোলা-২ আলী আজম, ভোলা-৩ নুরুন্নবী চৌধুরী শাওন, ভোলা-৪ আবদুল্লাহ আল ইসলাম জ্যাকব, বরিশাল-১ আবুল হাসানাত আবদুল্লাহ, বরিশাল-২ তালুকদার মো. ইউনুস, বরিশাল-৩ সরদার মো. খালেদ হোসেন, বরিশাল-৪ শাম্মী আহমেদ, বরিশাল-৫ জাহিদ ফারুক, বরিশাল-৬ আবদুল হাফিজ মল্লিক, ঝালকাঠি-১ বজলুল হক হারুন, ঝালকাঠি-২ আমির হোসেন আমু, পিরোজপুর-১ শ ম রেজাউল করিম, পিরোজপুর-২ কানাই লাল বিশ্বাস, পিরোজপুর-৩ মো. আশরাফুর রহমান, টাঙ্গাইল-১ মো. আব্দুর রাজ্জাক, টাঙ্গাইল-২ ছোট মনির, টাঙ্গাইল-৩ মো. কামরুল হাসান খান, টাঙ্গাইল-৪ মো. মোজহারুল ইসলাম তালুকদার, টাঙ্গাইল-৫ মো. মামুন-অর-রশিদ, টাঙ্গাইল-৬ আহসানুল ইসলাম টিটু, টাঙ্গাইল-৭ খান আহমেদ শুভ, টাঙ্গাইল-৮ অনুপম শাহজাহান জয়, জামালপুর-১ নূর মোহাম্মদ, জামালপুর-২ মো. ফরিদুল হক খান, জামালপুর-৩ মির্জা আজম, জামালপুর-৪ মো. মাহবুবুর রহমান, জামালপুর-৫ মো. আবুল কালাম আজাদ, শেরপুর-১ মো. আতিউর রহমান আতিক, শেরপুর-২ মতিয়া চৌধুরী, শেরপুর-৩ এ ডি এম শহিদুল ইসলাম, ময়মনসিংহ-১ জুয়েল আরেং, ময়মনসিংহ-২ শরীফ আহমেদ, ময়মনসিংহ-৩ নিলুফার আনজুম, ময়মনসিংহ-৪ মোহাম্মদ মোহিত উর রহমান, ময়মনসিংহ-৫ মো. আব্দুল হাই আকন্দ, ময়মনসিংহ-৬ মো. মোসলেম উদ্দিন, ময়মনসিংহ-৭ মো. হাফিজ আহমেদ, ময়মনসিংহ-৮ মো. আব্দুছ ছাত্তার, ময়মনসিংহ-৯ আব্দুস সালাম, ময়মনসিংহ-১০ ফাহমী গোলন্দাজ বাবেল, ময়মনসিংহ-১১ মোহাম্মদ আমানউল্লাহ, নেত্রকোনা-১ মোশতাক আহমেদ রুহী, নেত্রকোনা-২ মো. আশরাফ আলী খান খসরু, নেত্রকোনা-৩ অসীম কুমার উকিল, নেত্রকোনা-৪ সাজ্জাদুল হাসান, নেত্রকোনা-৫ আহমদ হোসেন, কিশোরগঞ্জ-১ সৈয়দা জাকিয়া নূর, কিশোরগঞ্জ-২ আবদুল কাহার আকন্দ, কিশোরগঞ্জ-৩ মো. নাসিরুল ইসলাম খান, কিশোরগঞ্জ-৪ রেজওয়ান আহাম্মদ তৌফিক, কিশোরগঞ্জ-৫ মো. আফজাল হোসেন, কিশোরগঞ্জ-৬ নাজমুল হাসান, মানিকগঞ্জ-১ মো. আব্দুস সালাম, মানিকগঞ্জ-২ মমতাজ বেগম, মানিকগঞ্জ-৩ জাহিদ মালেক, মুন্সীগঞ্জ-১ মহিউদ্দিন আহমেদ, মুন্সীগঞ্জ-২ সাগুফতা ইয়াসমিন, মুন্সীগঞ্জ-৩ মৃণাল কান্তি দাস, ফরিদপুর-১ মো. আব্দুর রহমান, ফরিদপুর-২ শাহদাব আকবর, ফরিদপুর-৩ শামীম হক, ফরিদপুর-৪ কাজী জাফর উল্যাহ, গোপালগঞ্জ-১ মুহাম্মদ ফারুক খান, গোপালগঞ্জ-২ শেখ ফজলুল করিম সেলিম, গোপালগঞ্জ-৩ শেখ হাসিনা, মাদারীপুর-১ নূর-ই-আলম চৌধুরী, মাদারীপুর-২ শাজাহান খান, মাদারীপুর-৩ মো. আবদুস সোবহান মিয়া, শরীয়তপুর-১ মো. ইকবাল হোসেন, শরীয়তপুর-২ এ কে এম এনামুল হক শামীম, শরীয়তপুর-৩ নাহিম রাজ্জাক। <box>473 79 621 890</box>
article-dse-block-market <box>628 431 776 765</box>
article-body: পুঁজিবাজারে তালিকাভুক্ত ওষুধ ও রসায়ন খাতের কোম্পানি সিলেক্স ফার্মার পরিচালনা পর্ষদ চলতি হিসাব বছরের জন্য ১০ শতাংশ নগদ লভ্যাংশ ঘোষণা করেছে। কোম্পানিটির শেয়ারপ্রতি আয় হয়েছে ২ টাকা ৪৫ পয়সা। বার্ষিক সাধারণ সভা আগামী মাসে অনুষ্ঠিত হবে। <box>628 357 776 414</box>
article-headline: ইনু-সেলিম ওসমানের <box>188 173 286 187</box>
continued-from-label: শেষ পৃষ্ঠার পর <box>215 824 259 833</box>
columns-container <box>8 77 937 1445</box>
reporter-byline: নিজস্ব প্রতিবেদক <box>830 473 884 482</box>
article-body: নেতাকর্মীদের উদ্দেশে তিনি বলেন, ষড়যন্ত্র মোকাবিলায় সবাইকে ঐক্যবদ্ধ থাকতে হবে। আগামী নির্বাচন অবাধ ও সুষ্ঠু করতে সরকার প্রতিশ্রুতিবদ্ধ। বিদেশি পর্যবেক্ষকরা নির্বাচন দেখতে আসবেন বলে জানান তিনি। সভায় কেন্দ্রীয় ও স্থানীয় পর্যায়ের নেতারা উপস্থিত ছিলেন। সভা শেষে একটি বর্ণাঢ্য শোভাযাত্রা শহরের প্রধান সড়ক প্রদক্ষিণ করে। <box>163 79 311 155</box>
reporter-byline: নিজস্ব প্রতিবেদক <box>830 783 884 792</box>
article-inu-selim-osman <box>163 169 311 455</box>
column-4 <box>473 77 621 1445</box>
masthead <box>8 4 937 62</box>
